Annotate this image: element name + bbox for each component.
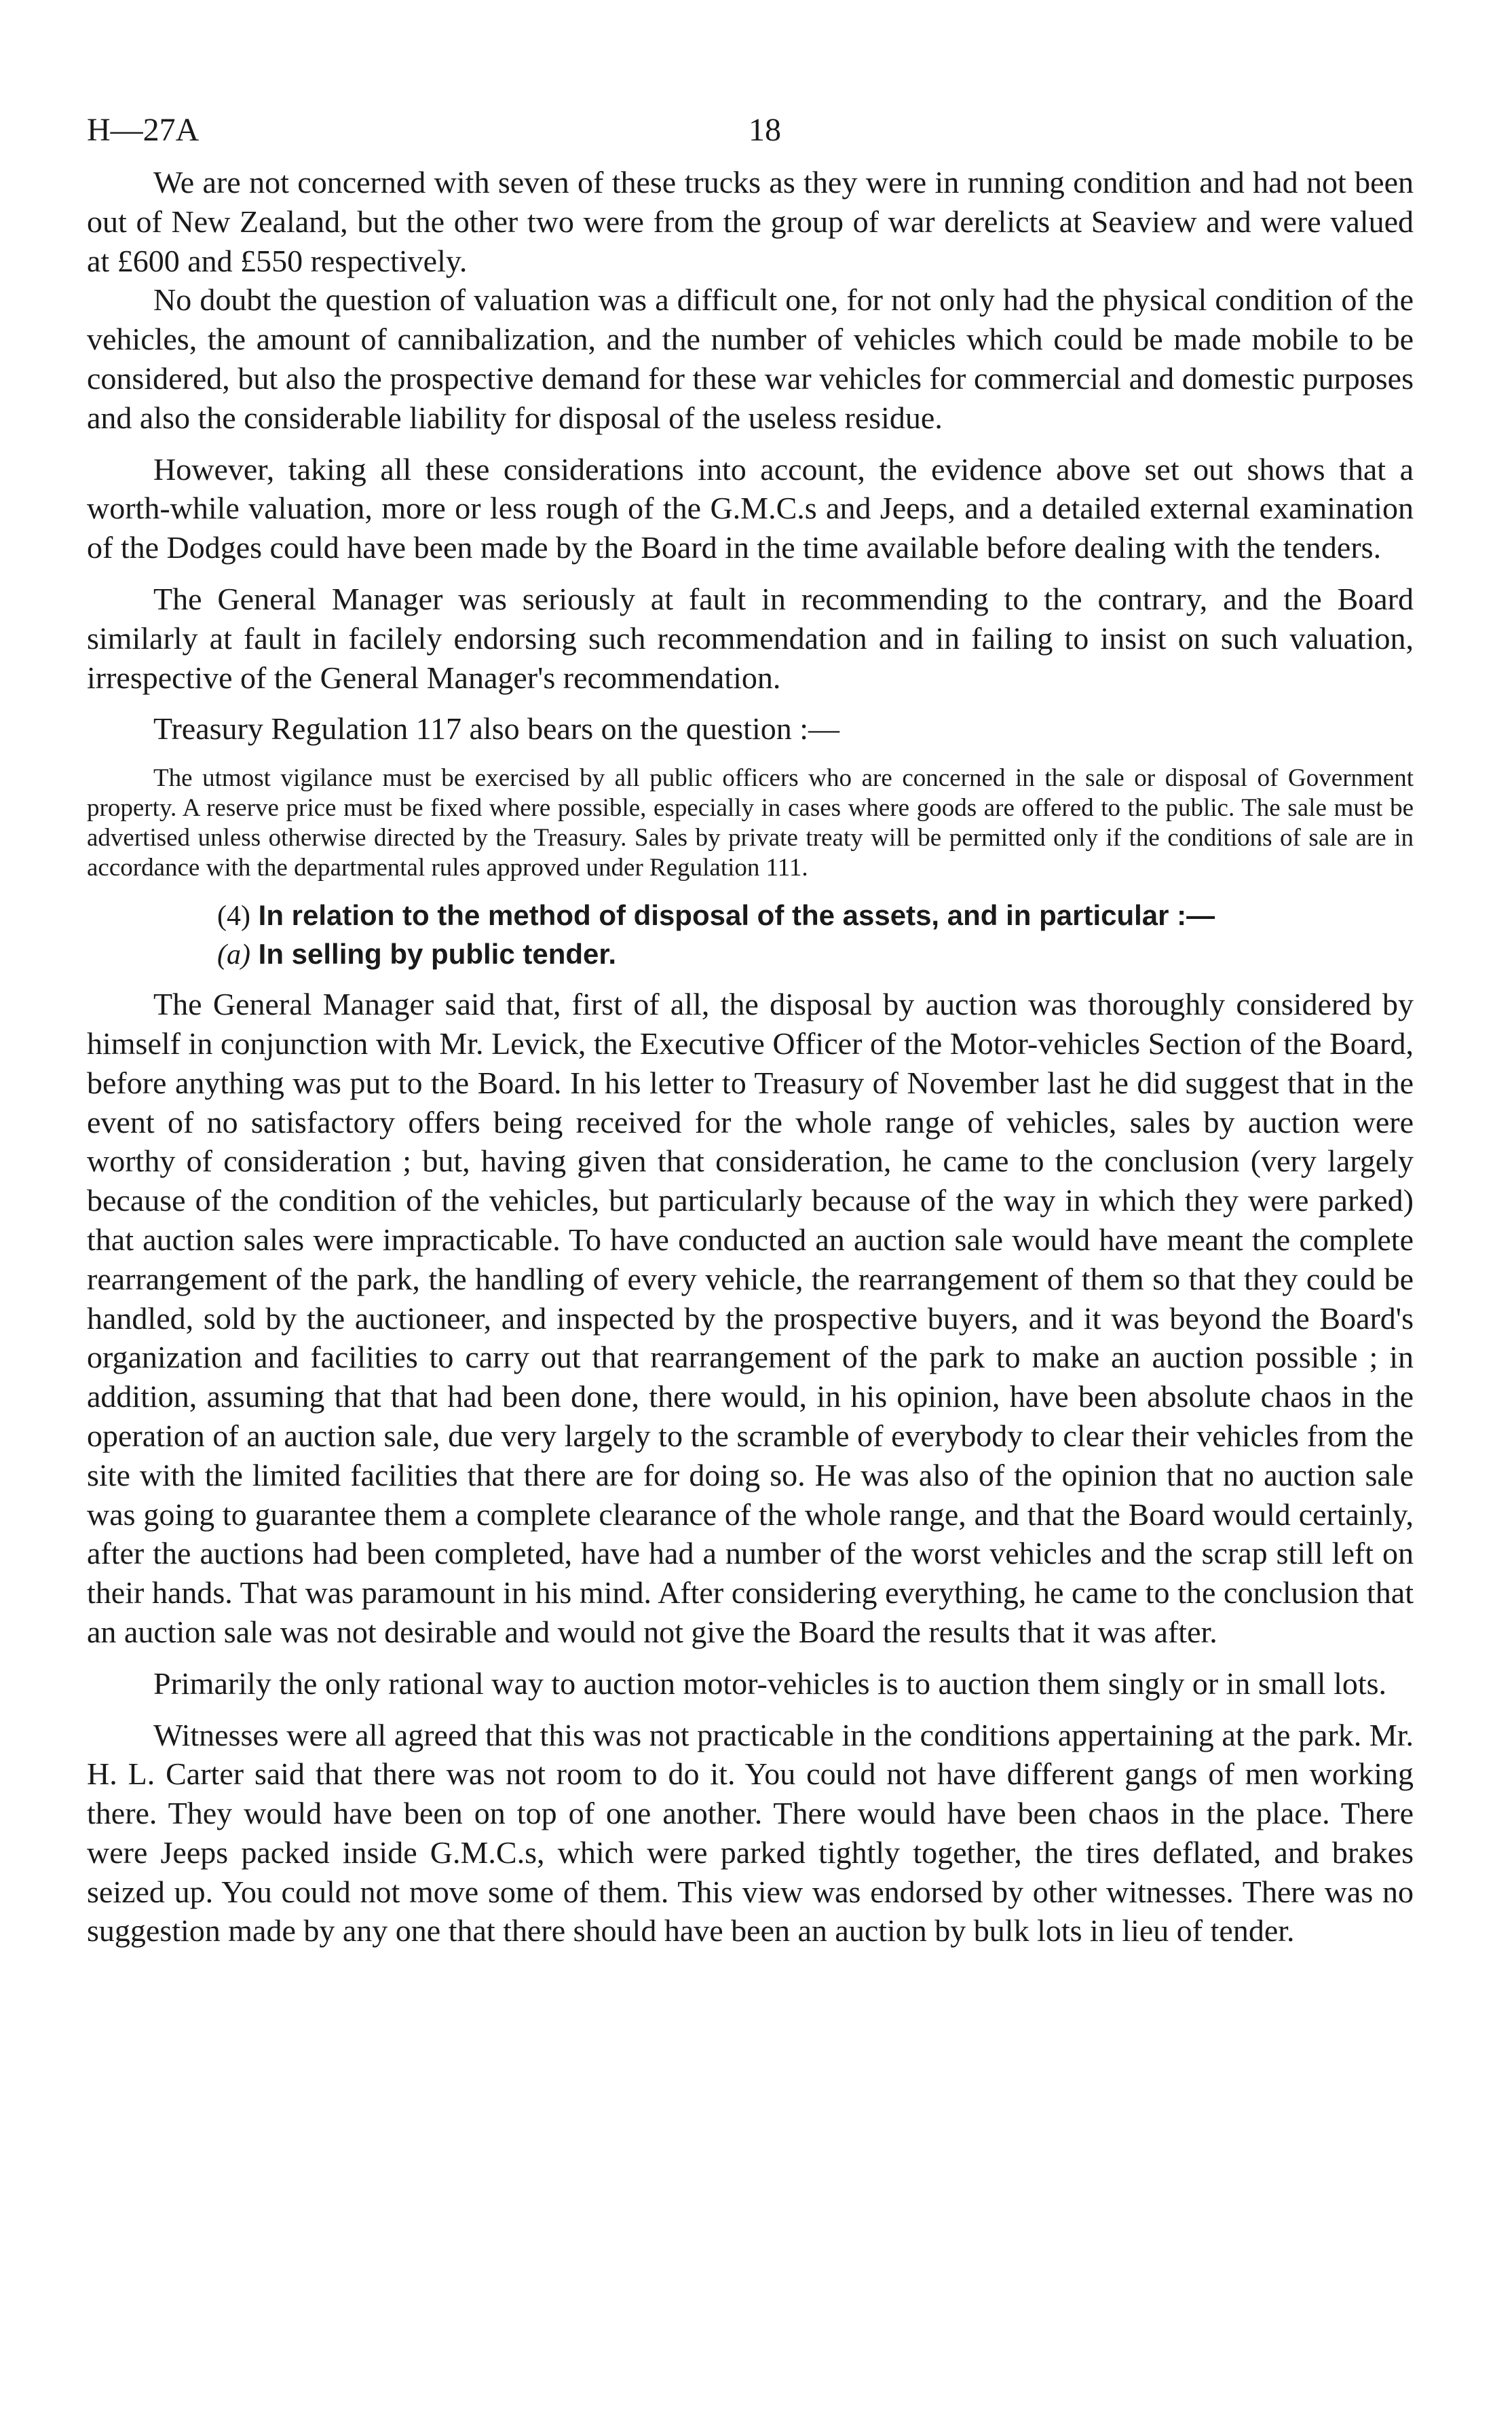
paragraph-witnesses-agreed: Witnesses were all agreed that this was not practicable in the conditions appertaining at the park. Mr. H. L. Carter said that there was not room to do it. You could not have different gangs of men working there. They would have been on top of one another. There would have been chaos in the place. There were Jeeps packed inside G.M.C.s, which were parked tightly together, the tires deflated, and brakes seized up. You could not move some of them. This view was endorsed by other witnesses. There was no suggestion made by any one that there should have been an auction by bulk lots in lieu of tender. [87,1717,1414,1948]
subsection-heading-text: In selling by public tender. [250,938,617,971]
paragraph-auction-singly: Primarily the only rational way to auction motor-vehicles is to auction them singly or in small lots. [153,1665,1387,1701]
paragraph-worthwhile-valuation: However, taking all these considerations into account, the evidence above set out shows that a worth-while valuation, more or less rough of the G.M.C.s and Jeeps, and a detailed external examination of the Dodges could have been made by the Board in the time available before dealing with the tenders. [87,451,1414,565]
paragraph-treasury-regulation: Treasury Regulation 117 also bears on the question :— [153,711,840,747]
document-reference: H—27A [87,112,200,148]
page-number: 18 [749,112,781,148]
paragraph-valuation-difficulty: No doubt the question of valuation was a difficult one, for not only had the physical condition of the vehicles, the amount of cannibalization, and the number of vehicles which could be made mobile to be considered, but also the prospective demand for these war vehicles for commercial and domestic purposes and also the considerable liability for disposal of the useless residue. [87,282,1414,435]
paragraph-auction-consideration: The General Manager said that, first of all, the disposal by auction was thoroughly considered by himself in conjunction with Mr. Levick, the Executive Officer of the Motor-vehicles Section of the Board, before anything was put to the Board. In his letter to Treasury of November last he did suggest that in the event of no satisfactory offers being received for the whole range of vehicles, sales by auction were worthy of consideration ; but, having given that consideration, he came to the conclusion (very largely because of the condition of the vehicles, but particularly because of the way in which they were parked) that auction sales were impracticable. To have conducted an auction sale would have meant the complete rearrangement of the park, the handling of every vehicle, the rearrangement of them so that they could be handled, sold by the auctioneer, and inspected by the prospective buyers, and it was beyond the Board's organization and facilities to carry out that rearrangement of the park to make an auction possible ; in addition, assuming that that had been done, there would, in his opinion, have been absolute chaos in the operation of an auction sale, due very largely to the scramble of everybody to clear their vehicles from the site with the limited facilities that there are for doing so. He was also of the opinion that no auction sale was going to guarantee them a complete clearance of the whole range, and that the Board would certainly, after the auctions had been completed, have had a number of the worst vehicles and the scrap still left on their hands. That was paramount in his mind. After considering everything, he came to the conclusion that an auction sale was not desirable and would not give the Board the results that it was after. [87,987,1414,1649]
page-header [87,102,1414,163]
subsection-heading [87,935,1414,974]
document-page [87,102,1414,1951]
section-heading [87,897,1414,935]
paragraph-trucks-valuation: We are not concerned with seven of these trucks as they were in running condition and had not been out of New Zealand, but the other two were from the group of war derelicts at Seaview and were valued at £600 and £550 respectively. [87,165,1414,278]
section-heading-label: (4) [217,901,250,933]
regulation-quote: The utmost vigilance must be exercised by all public officers who are concerned in the sale or disposal of Government property. A reserve price must be fixed where possible, especially in cases where goods are offered to the public. The sale must be advertised unless otherwise directed by the Treasury. Sales by private treaty will be permitted only if the conditions of sale are in accordance with the departmental rules approved under Regulation 111. [87,764,1414,882]
section-heading-text: In relation to the method of disposal of the assets, and in particular :— [250,899,1215,932]
subsection-heading-label: (a) [217,939,250,971]
paragraph-general-manager-fault: The General Manager was seriously at fault in recommending to the contrary, and the Board similarly at fault in facilely endorsing such recommendation and in failing to insist on such valuation, irrespective of the General Manager's recommendation. [87,581,1414,695]
